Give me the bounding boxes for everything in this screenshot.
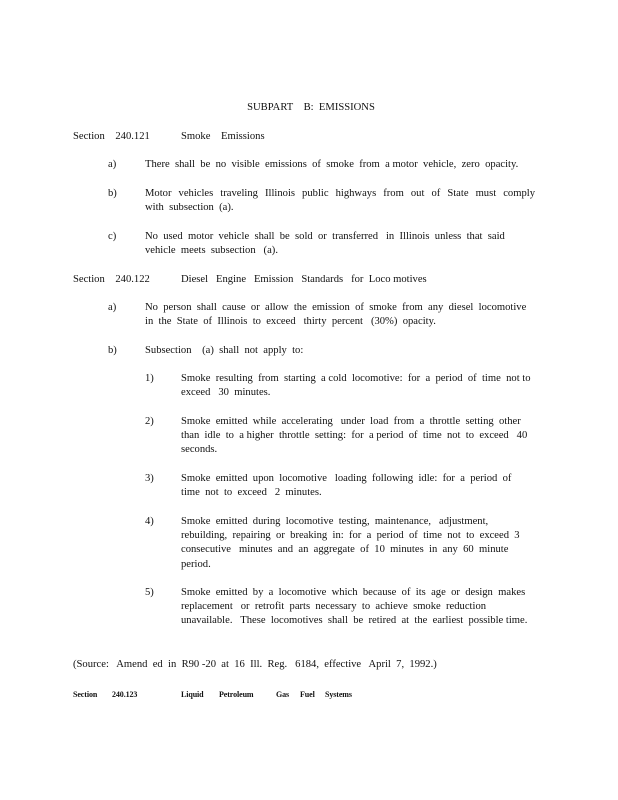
subitem-text: Smoke emitted by a locomotive which because of its age or design makes replacement or retrofit parts necessary to achieve smoke reduction unavailable. These locomotives shall be retired at the earliest possible time.: [181, 587, 528, 627]
subitem-text: Smoke emitted upon locomotive loading following idle: for a period of time not to exceed 2 minutes.: [181, 473, 515, 499]
next-section-title-word: Fuel: [300, 690, 315, 699]
next-section-number: 240.123: [112, 690, 138, 699]
item-text: No used motor vehicle shall be sold or transferred in Illinois unless that said vehicle meets subsection (a).: [145, 231, 508, 257]
subitem-label: 2): [145, 416, 154, 427]
item-text: There shall be no visible emissions of smoke from a motor vehicle, zero opacity.: [145, 159, 519, 170]
section-number: Section 240.121: [73, 131, 150, 142]
item-text: Subsection (a) shall not apply to:: [145, 345, 304, 356]
item-label: b): [108, 188, 117, 199]
source-note: (Source: Amend ed in R90 -20 at 16 Ill. Reg. 6184, effective April 7, 1992.): [73, 659, 437, 670]
next-section-title-word: Petroleum: [219, 690, 254, 699]
subitem-text: Smoke emitted during locomotive testing, maintenance, adjustment, rebuilding, repairing or breaking in: for a period of time not to exceed 3 consecutive minutes and an aggregate of 10 minutes in any 60 minute period.: [181, 516, 523, 570]
next-section-title-word: Systems: [325, 690, 352, 699]
item-label: c): [108, 231, 117, 242]
item-label: a): [108, 159, 117, 170]
section-title: Smoke Emissions: [181, 131, 265, 142]
next-section-label: Section: [73, 690, 98, 699]
subitem-label: 1): [145, 373, 154, 384]
subpart-title: SUBPART B: EMISSIONS: [247, 102, 375, 113]
subitem-label: 4): [145, 516, 154, 527]
item-text: Motor vehicles traveling Illinois public highways from out of State must comply with subsection (a).: [145, 188, 538, 214]
section-title: Diesel Engine Emission Standards for Loco motives: [181, 274, 427, 285]
item-label: a): [108, 302, 117, 313]
subitem-label: 3): [145, 473, 154, 484]
next-section-title-word: Gas: [276, 690, 290, 699]
subitem-label: 5): [145, 587, 154, 598]
item-text: No person shall cause or allow the emission of smoke from any diesel locomotive in the State of Illinois to exceed thirty percent (30%) opacity.: [145, 302, 529, 328]
subitem-text: Smoke resulting from starting a cold locomotive: for a period of time not to exceed 30 minutes.: [181, 373, 536, 399]
section-number: Section 240.122: [73, 274, 150, 285]
item-label: b): [108, 345, 117, 356]
subitem-text: Smoke emitted while accelerating under load from a throttle setting other than idle to a higher throttle setting: for a period of time not to exceed 40 seconds.: [181, 416, 530, 456]
next-section-title-word: Liquid: [181, 690, 204, 699]
